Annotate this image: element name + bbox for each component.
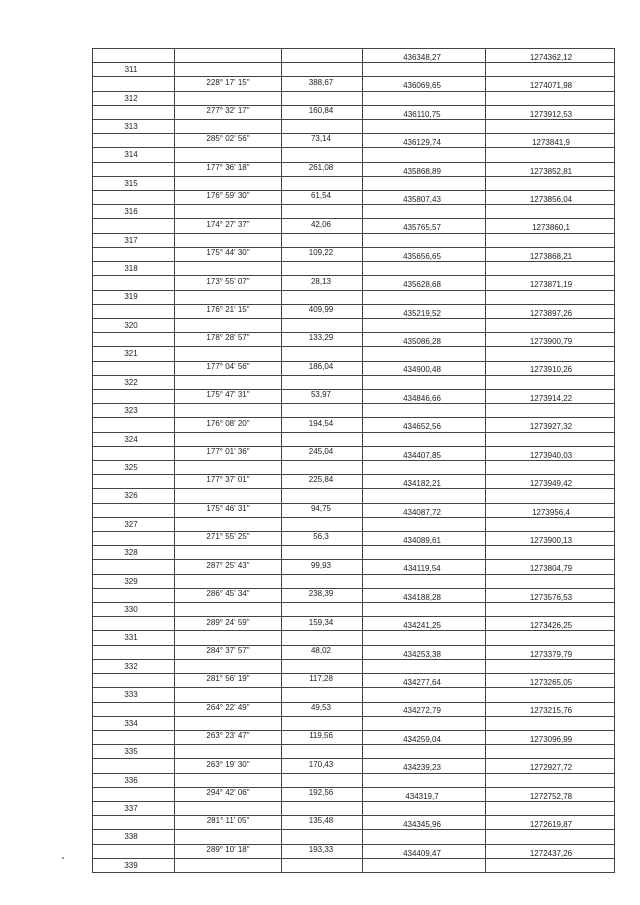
coordinate-y: 1273949,42 bbox=[529, 479, 573, 489]
point-number: 331 bbox=[124, 633, 138, 643]
segment-length: 193,33 bbox=[308, 844, 334, 854]
coordinate-y: 1274362,12 bbox=[529, 52, 573, 62]
point-number: 325 bbox=[124, 462, 138, 472]
coordinate-y: 1273912,53 bbox=[529, 109, 573, 119]
coordinate-y: 1273900,79 bbox=[529, 337, 573, 347]
coordinate-y: 1273900,13 bbox=[529, 535, 573, 545]
segment-length: 133,29 bbox=[308, 333, 334, 343]
coordinate-y: 1273871,19 bbox=[529, 280, 573, 290]
point-number: 328 bbox=[124, 548, 138, 558]
bearing-angle: 263° 23' 47" bbox=[206, 731, 250, 741]
coordinate-y: 1273265,05 bbox=[529, 678, 573, 688]
point-number: 337 bbox=[124, 803, 138, 813]
bearing-angle: 289° 24' 59" bbox=[206, 617, 250, 627]
bearing-angle: 176° 59' 30" bbox=[206, 191, 250, 201]
coordinate-y: 1272437,26 bbox=[529, 848, 573, 858]
coordinate-x: 434239,23 bbox=[403, 763, 441, 773]
coordinate-x: 435086,28 bbox=[403, 337, 441, 347]
segment-length: 94,75 bbox=[310, 503, 332, 513]
point-number: 330 bbox=[124, 605, 138, 615]
coordinate-x: 434087,72 bbox=[403, 507, 441, 517]
segment-length: 117,28 bbox=[309, 674, 333, 684]
segment-length: 73,14 bbox=[310, 134, 332, 144]
coordinate-x: 434119,54 bbox=[403, 564, 441, 574]
coordinate-x: 435807,43 bbox=[403, 195, 441, 204]
coordinate-y: 1273927,32 bbox=[529, 422, 573, 432]
segment-length: 388,67 bbox=[308, 77, 334, 87]
point-number: 333 bbox=[124, 690, 138, 700]
point-number: 326 bbox=[124, 491, 138, 501]
coordinate-x: 434409,47 bbox=[403, 848, 441, 858]
coordinate-x: 436348,27 bbox=[403, 52, 441, 62]
point-number: 336 bbox=[124, 775, 138, 785]
bearing-angle: 228° 17' 15" bbox=[206, 77, 250, 87]
segment-length: 28,13 bbox=[310, 276, 332, 286]
bearing-angle: 177° 36' 18" bbox=[206, 162, 250, 172]
coordinate-x: 434272,79 bbox=[403, 706, 441, 716]
segment-length: 225,84 bbox=[308, 475, 334, 485]
bearing-angle: 174° 27' 37" bbox=[206, 219, 250, 229]
segment-length: 53,97 bbox=[310, 390, 332, 400]
point-number: 339 bbox=[124, 860, 138, 870]
coordinate-x: 436069,65 bbox=[403, 81, 441, 91]
coordinate-x: 434846,66 bbox=[403, 393, 441, 403]
bearing-angle: 289° 10' 18" bbox=[206, 844, 250, 854]
point-number: 338 bbox=[124, 832, 138, 842]
coordinate-x: 434241,25 bbox=[403, 621, 441, 631]
segment-length: 135,48 bbox=[308, 816, 334, 826]
coordinate-y: 1272927,72 bbox=[529, 763, 573, 773]
coordinate-y: 1273940,03 bbox=[529, 450, 573, 460]
bearing-angle: 285° 02' 56" bbox=[206, 134, 250, 144]
coordinate-x: 434182,21 bbox=[403, 479, 441, 489]
segment-length: 49,53 bbox=[310, 702, 332, 712]
coordinate-y: 1273379,79 bbox=[529, 649, 573, 659]
coordinate-x: 436110,75 bbox=[403, 109, 441, 119]
coordinate-y: 1273576,53 bbox=[529, 592, 573, 602]
segment-length: 160,84 bbox=[308, 106, 334, 116]
segment-length: 42,06 bbox=[310, 219, 332, 229]
coordinate-x: 436129,74 bbox=[403, 138, 441, 148]
bearing-angle: 176° 21' 15" bbox=[206, 304, 250, 314]
coordinate-x: 434259,04 bbox=[403, 734, 441, 744]
coordinate-y: 1273852,81 bbox=[529, 166, 573, 176]
coordinate-y: 1273868,21 bbox=[529, 251, 573, 261]
coordinate-y: 1273897,26 bbox=[529, 308, 573, 318]
row-rule bbox=[92, 872, 615, 873]
point-number: 318 bbox=[124, 264, 138, 274]
segment-length: 99,93 bbox=[310, 560, 332, 570]
coordinate-y: 1273804,79 bbox=[529, 564, 573, 574]
bearing-angle: 264° 22' 49" bbox=[206, 702, 250, 712]
row-rule bbox=[92, 48, 615, 49]
point-number: 324 bbox=[124, 434, 138, 444]
coordinate-y: 1274071,98 bbox=[529, 81, 573, 91]
bearing-angle: 177° 37' 01" bbox=[206, 475, 250, 485]
bearing-angle: 287° 25' 43" bbox=[206, 560, 250, 570]
coordinate-x: 434253,38 bbox=[403, 649, 441, 659]
bearing-angle: 263° 19' 30" bbox=[206, 759, 250, 769]
segment-length: 409,99 bbox=[308, 304, 334, 314]
coordinate-x: 434188,28 bbox=[403, 592, 441, 602]
segment-length: 56,3 bbox=[313, 532, 329, 542]
coordinate-x: 435219,52 bbox=[403, 308, 441, 318]
coordinate-y: 1273215,76 bbox=[529, 706, 573, 716]
point-number: 315 bbox=[124, 178, 138, 188]
bearing-angle: 286° 45' 34" bbox=[206, 589, 250, 599]
coordinate-y: 1273841,9 bbox=[532, 138, 570, 148]
segment-length: 61,54 bbox=[310, 191, 332, 201]
segment-length: 119,56 bbox=[309, 731, 333, 741]
coordinate-x: 434900,48 bbox=[403, 365, 441, 375]
point-number: 334 bbox=[124, 718, 138, 728]
bearing-angle: 281° 11' 05" bbox=[206, 816, 250, 826]
segment-length: 170,43 bbox=[308, 759, 334, 769]
segment-length: 159,34 bbox=[308, 617, 334, 627]
coordinate-x: 435628,68 bbox=[403, 280, 441, 290]
point-number: 313 bbox=[124, 121, 138, 131]
coordinate-x: 434345,96 bbox=[403, 820, 441, 830]
bearing-angle: 175° 44' 30" bbox=[206, 248, 250, 258]
point-number: 327 bbox=[124, 519, 138, 529]
bearing-angle: 177° 04' 56" bbox=[206, 361, 250, 371]
bearing-angle: 294° 42' 06" bbox=[206, 788, 250, 797]
point-number: 329 bbox=[124, 576, 138, 586]
segment-length: 245,04 bbox=[308, 447, 334, 457]
bearing-angle: 284° 37' 57" bbox=[206, 645, 250, 655]
bearing-angle: 271° 55' 25" bbox=[206, 532, 250, 542]
coordinate-x: 434319,7 bbox=[405, 791, 439, 801]
coordinate-y: 1273914,22 bbox=[529, 393, 573, 403]
segment-length: 48,02 bbox=[310, 645, 332, 655]
point-number: 332 bbox=[124, 661, 138, 671]
coordinate-x: 435868,89 bbox=[403, 166, 441, 176]
coordinate-x: 434277,64 bbox=[403, 678, 441, 688]
point-number: 323 bbox=[124, 406, 138, 416]
bearing-angle: 281° 56' 19" bbox=[206, 674, 250, 684]
point-number: 317 bbox=[124, 235, 138, 245]
bearing-angle: 175° 46' 31" bbox=[206, 503, 250, 513]
bearing-angle: 177° 01' 36" bbox=[206, 447, 250, 457]
coordinate-y: 1273856,04 bbox=[529, 195, 573, 204]
segment-length: 109,22 bbox=[308, 248, 334, 258]
point-number: 321 bbox=[124, 349, 138, 359]
coordinate-x: 434407,85 bbox=[403, 450, 441, 460]
coordinate-x: 434652,56 bbox=[403, 422, 441, 432]
bearing-angle: 176° 08' 20" bbox=[206, 418, 250, 428]
point-number: 322 bbox=[124, 377, 138, 387]
point-number: 320 bbox=[124, 320, 138, 330]
segment-length: 261,08 bbox=[308, 162, 334, 172]
bearing-angle: 277° 32' 17" bbox=[206, 106, 250, 116]
coordinate-y: 1273860,1 bbox=[532, 223, 570, 233]
point-number: 335 bbox=[124, 747, 138, 757]
coordinate-y: 1273910,26 bbox=[529, 365, 573, 375]
bearing-angle: 178° 28' 57" bbox=[206, 333, 250, 343]
bearing-angle: 173° 55' 07" bbox=[206, 276, 250, 286]
coordinate-y: 1273096,99 bbox=[529, 734, 573, 744]
coordinate-x: 434089,61 bbox=[403, 535, 441, 545]
point-number: 314 bbox=[124, 150, 138, 160]
coordinate-x: 435765,57 bbox=[403, 223, 441, 233]
point-number: 316 bbox=[124, 207, 138, 217]
coordinate-y: 1273956,4 bbox=[532, 507, 570, 517]
point-number: 312 bbox=[124, 93, 138, 103]
coordinate-y: 1272752,78 bbox=[529, 791, 573, 801]
segment-length: 194,54 bbox=[308, 418, 334, 428]
coordinate-y: 1272619,87 bbox=[529, 820, 573, 830]
coordinate-y: 1273426,25 bbox=[529, 621, 573, 631]
scan-speck bbox=[62, 857, 64, 859]
point-number: 319 bbox=[124, 292, 138, 302]
segment-length: 238,39 bbox=[308, 589, 334, 599]
coordinate-x: 435656,65 bbox=[403, 251, 441, 261]
point-number: 311 bbox=[124, 65, 138, 75]
segment-length: 186,04 bbox=[308, 361, 334, 371]
bearing-angle: 175° 47' 31" bbox=[206, 390, 250, 400]
segment-length: 192,56 bbox=[308, 788, 334, 797]
